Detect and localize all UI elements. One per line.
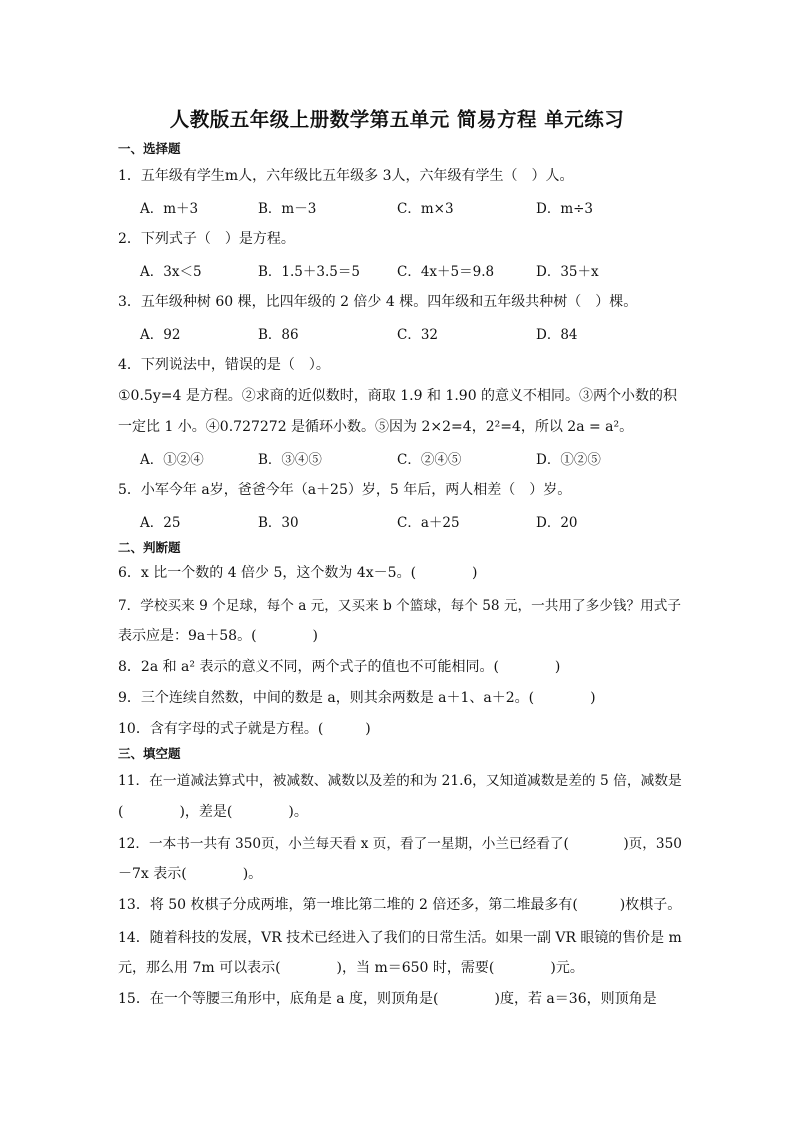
question-11-line1: 11．在一道减法算式中，被减数、减数以及差的和为 21.6，又知道减数是差的 5 倍，减数是 [118, 773, 682, 789]
question-6: 6．x 比一个数的 4 倍少 5，这个数为 4x－5。( ) [118, 565, 478, 581]
question-12-line2: －7x 表示( )。 [118, 866, 263, 882]
q2-option-b: B．1.5＋3.5＝5 [258, 264, 360, 280]
question-10: 10．含有字母的式子就是方程。( ) [118, 721, 371, 737]
q4-option-d: D．①②⑤ [536, 452, 601, 468]
question-4-statements-line2: 一定比 1 小。④0.727272 是循环小数。⑤因为 2×2=4，2²=4，所以 2a = a²。 [118, 419, 634, 435]
question-7-line2: 表示应是：9a＋58。( ) [118, 628, 318, 644]
section-heading-judgement: 二、判断题 [118, 540, 181, 555]
question-7-line1: 7．学校买来 9 个足球，每个 a 元，又买来 b 个篮球，每个 58 元，一共用了多少钱？用式子 [118, 598, 682, 614]
question-13: 13．将 50 枚棋子分成两堆，第一堆比第二堆的 2 倍还多，第二堆最多有( )枚棋子。 [118, 897, 682, 913]
question-2: 2．下列式子（ ）是方程。 [118, 231, 295, 247]
q5-option-c: C．a＋25 [397, 515, 460, 531]
q2-option-a: A．3x＜5 [140, 264, 202, 280]
q1-option-c: C．m×3 [397, 201, 454, 217]
section-heading-choice: 一、选择题 [118, 141, 181, 156]
q5-option-b: B．30 [258, 515, 299, 531]
q3-option-c: C．32 [397, 327, 439, 343]
question-14-line1: 14．随着科技的发展，VR 技术已经进入了我们的日常生活。如果一副 VR 眼镜的售价是 m [118, 930, 682, 946]
page-title: 人教版五年级上册数学第五单元 简易方程 单元练习 [169, 108, 625, 131]
question-5: 5．小军今年 a岁，爸爸今年（a＋25）岁，5 年后，两人相差（ ）岁。 [118, 482, 572, 498]
section-heading-fill-blank: 三、填空题 [118, 746, 181, 761]
q4-option-c: C．②④⑤ [397, 452, 462, 468]
question-11-line2: ( )，差是( )。 [118, 804, 308, 820]
q4-option-b: B．③④⑤ [258, 452, 322, 468]
q5-option-a: A．25 [140, 515, 181, 531]
question-15: 15．在一个等腰三角形中，底角是 a 度，则顶角是( )度，若 a＝36，则顶角是 [118, 991, 657, 1007]
question-4-statements-line1: ①0.5y=4 是方程。②求商的近似数时，商取 1.9 和 1.90 的意义不相同。③两个小数的积 [118, 388, 678, 404]
q3-option-b: B．86 [258, 327, 299, 343]
q1-option-b: B．m－3 [258, 201, 317, 217]
question-4: 4．下列说法中，错误的是（ ）。 [118, 357, 330, 373]
question-3: 3．五年级种树 60 棵，比四年级的 2 倍少 4 棵。四年级和五年级共种树（ ）棵。 [118, 294, 638, 310]
q2-option-c: C．4x＋5＝9.8 [397, 264, 495, 280]
q1-option-a: A．m＋3 [140, 201, 199, 217]
q2-option-d: D．35＋x [536, 264, 599, 280]
question-12-line1: 12．一本书一共有 350页，小兰每天看 x 页，看了一星期，小兰已经看了( )页，350 [118, 836, 682, 852]
q5-option-d: D．20 [536, 515, 578, 531]
question-9: 9．三个连续自然数，中间的数是 a，则其余两数是 a＋1、a＋2。( ) [118, 690, 596, 706]
question-8: 8．2a 和 a² 表示的意义不同，两个式子的值也不可能相同。( ) [118, 659, 561, 675]
q1-option-d: D．m÷3 [536, 201, 594, 217]
question-14-line2: 元，那么用 7m 可以表示( )，当 m＝650 时，需要( )元。 [118, 960, 584, 976]
q3-option-d: D．84 [536, 327, 578, 343]
question-1: 1．五年级有学生m人，六年级比五年级多 3人，六年级有学生（ ）人。 [118, 168, 574, 184]
q4-option-a: A．①②④ [140, 452, 204, 468]
q3-option-a: A．92 [140, 327, 181, 343]
